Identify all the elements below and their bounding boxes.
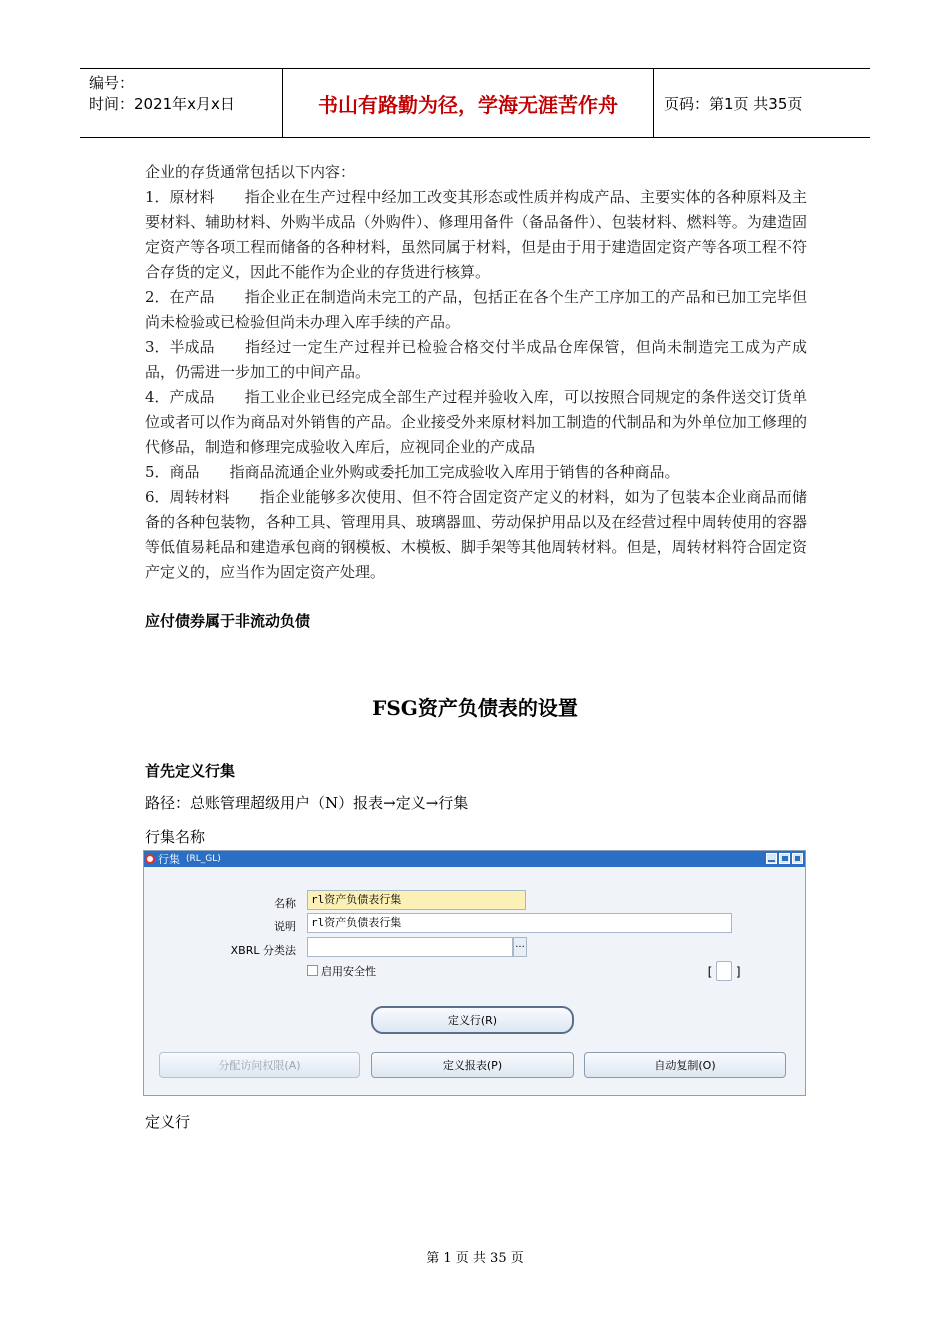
window-code: (RL_GL) [186, 854, 221, 864]
page-footer: 第 1 页 共 35 页 [426, 1251, 524, 1266]
auto-copy-button[interactable]: 自动复制(O) [584, 1052, 786, 1078]
name-input[interactable]: rl资产负债表行集 [307, 890, 526, 910]
navigation-path: 路径：总账管理超级用户（N）报表→定义→行集 [145, 794, 469, 812]
item-term: 3．半成品 [145, 338, 215, 356]
inventory-section [145, 160, 807, 585]
define-report-button[interactable]: 定义报表(P) [371, 1052, 574, 1078]
window-title: 行集 [158, 853, 180, 866]
list-item [145, 285, 807, 335]
list-item [145, 335, 807, 385]
list-item [145, 460, 807, 485]
list-item [145, 385, 807, 460]
row-set-window [143, 850, 806, 1096]
window-titlebar[interactable] [144, 851, 805, 867]
motto: 书山有路勤为径，学海无涯苦作舟 [318, 92, 618, 117]
bond-note: 应付债券属于非流动负债 [145, 612, 311, 630]
description-input[interactable]: rl资产负债表行集 [307, 913, 732, 933]
window-controls [766, 853, 803, 864]
step-title: 首先定义行集 [145, 762, 236, 780]
close-icon[interactable] [792, 853, 803, 864]
name-label: 名称 [274, 897, 296, 910]
header-motto-cell [282, 69, 654, 137]
intro: 企业的存货通常包括以下内容： [145, 163, 356, 181]
item-term: 4．产成品 [145, 388, 215, 406]
lov-button[interactable]: ... [513, 937, 527, 957]
item-text: 指经过一定生产过程并已检验合格交付半成品仓库保管，但尚未制造完工成为产成品，仍需进一步加工的中间产品。 [145, 338, 807, 381]
item-text: 指工业企业已经完成全部生产过程并验收入库，可以按照合同规定的条件送交订货单位或者可以作为商品对外销售的产品。企业接受外来原材料加工制造的代制品和为外单位加工修理的代修品，制造和修理完成验收入库后，应视同企业的产成品 [145, 388, 807, 456]
section-title: FSG资产负债表的设置 [372, 696, 578, 720]
item-text: 指企业能够多次使用、但不符合固定资产定义的材料，如为了包装本企业商品而储备的各种包装物，各种工具、管理用具、玻璃器皿、劳动保护用品以及在经营过程中周转使用的容器等低值易耗品和建造承包商的钢模板、木模板、脚手架等其他周转材料。但是，周转材料符合固定资产定义的，应当作为固定资产处理。 [145, 488, 807, 581]
item-text: 指企业正在制造尚未完工的产品，包括正在各个生产工序加工的产品和已加工完毕但尚未检验或已检验但尚未办理入库手续的产品。 [145, 288, 807, 331]
item-term: 6．周转材料 [145, 488, 230, 506]
caption-define-rows: 定义行 [145, 1113, 191, 1131]
minimize-icon[interactable] [766, 853, 777, 864]
enable-security-label: 启用安全性 [321, 965, 376, 978]
xbrl-taxonomy-input[interactable] [307, 937, 513, 957]
enable-security-checkbox[interactable] [307, 965, 318, 976]
assign-access-button[interactable]: 分配访问权限(A) [159, 1052, 360, 1078]
number-label: 编号： [89, 74, 135, 92]
xbrl-taxonomy-label: XBRL 分类法 [230, 944, 296, 957]
bracket-open: [ [706, 965, 714, 979]
header-left-cell [80, 69, 282, 137]
list-item [145, 485, 807, 585]
description-label: 说明 [274, 920, 296, 933]
maximize-icon[interactable] [779, 853, 790, 864]
item-term: 2．在产品 [145, 288, 215, 306]
context-field[interactable] [716, 961, 732, 981]
oracle-logo-icon [145, 854, 155, 864]
caption-row-set: 行集名称 [145, 828, 206, 846]
item-text: 指企业在生产过程中经加工改变其形态或性质并构成产品、主要实体的各种原料及主要材料、辅助材料、外购半成品（外购件）、修理用备件（备品备件）、包装材料、燃料等。为建造固定资产等各项工程而储备的各种材料，虽然同属于材料，但是由于用于建造固定资产等各项工程不符合存货的定义，因此不能作为企业的存货进行核算。 [145, 188, 807, 281]
bracket-close: ] [735, 965, 743, 979]
page-info: 页码：第1页 共35页 [664, 94, 803, 113]
item-text: 指商品流通企业外购或委托加工完成验收入库用于销售的各种商品。 [229, 463, 680, 481]
list-item [145, 185, 807, 285]
date-label: 时间：2021年x月x日 [89, 95, 235, 113]
define-rows-button[interactable]: 定义行(R) [371, 1006, 574, 1034]
item-term: 1．原材料 [145, 188, 215, 206]
document-header [80, 68, 870, 138]
item-term: 5．商品 [145, 463, 200, 481]
